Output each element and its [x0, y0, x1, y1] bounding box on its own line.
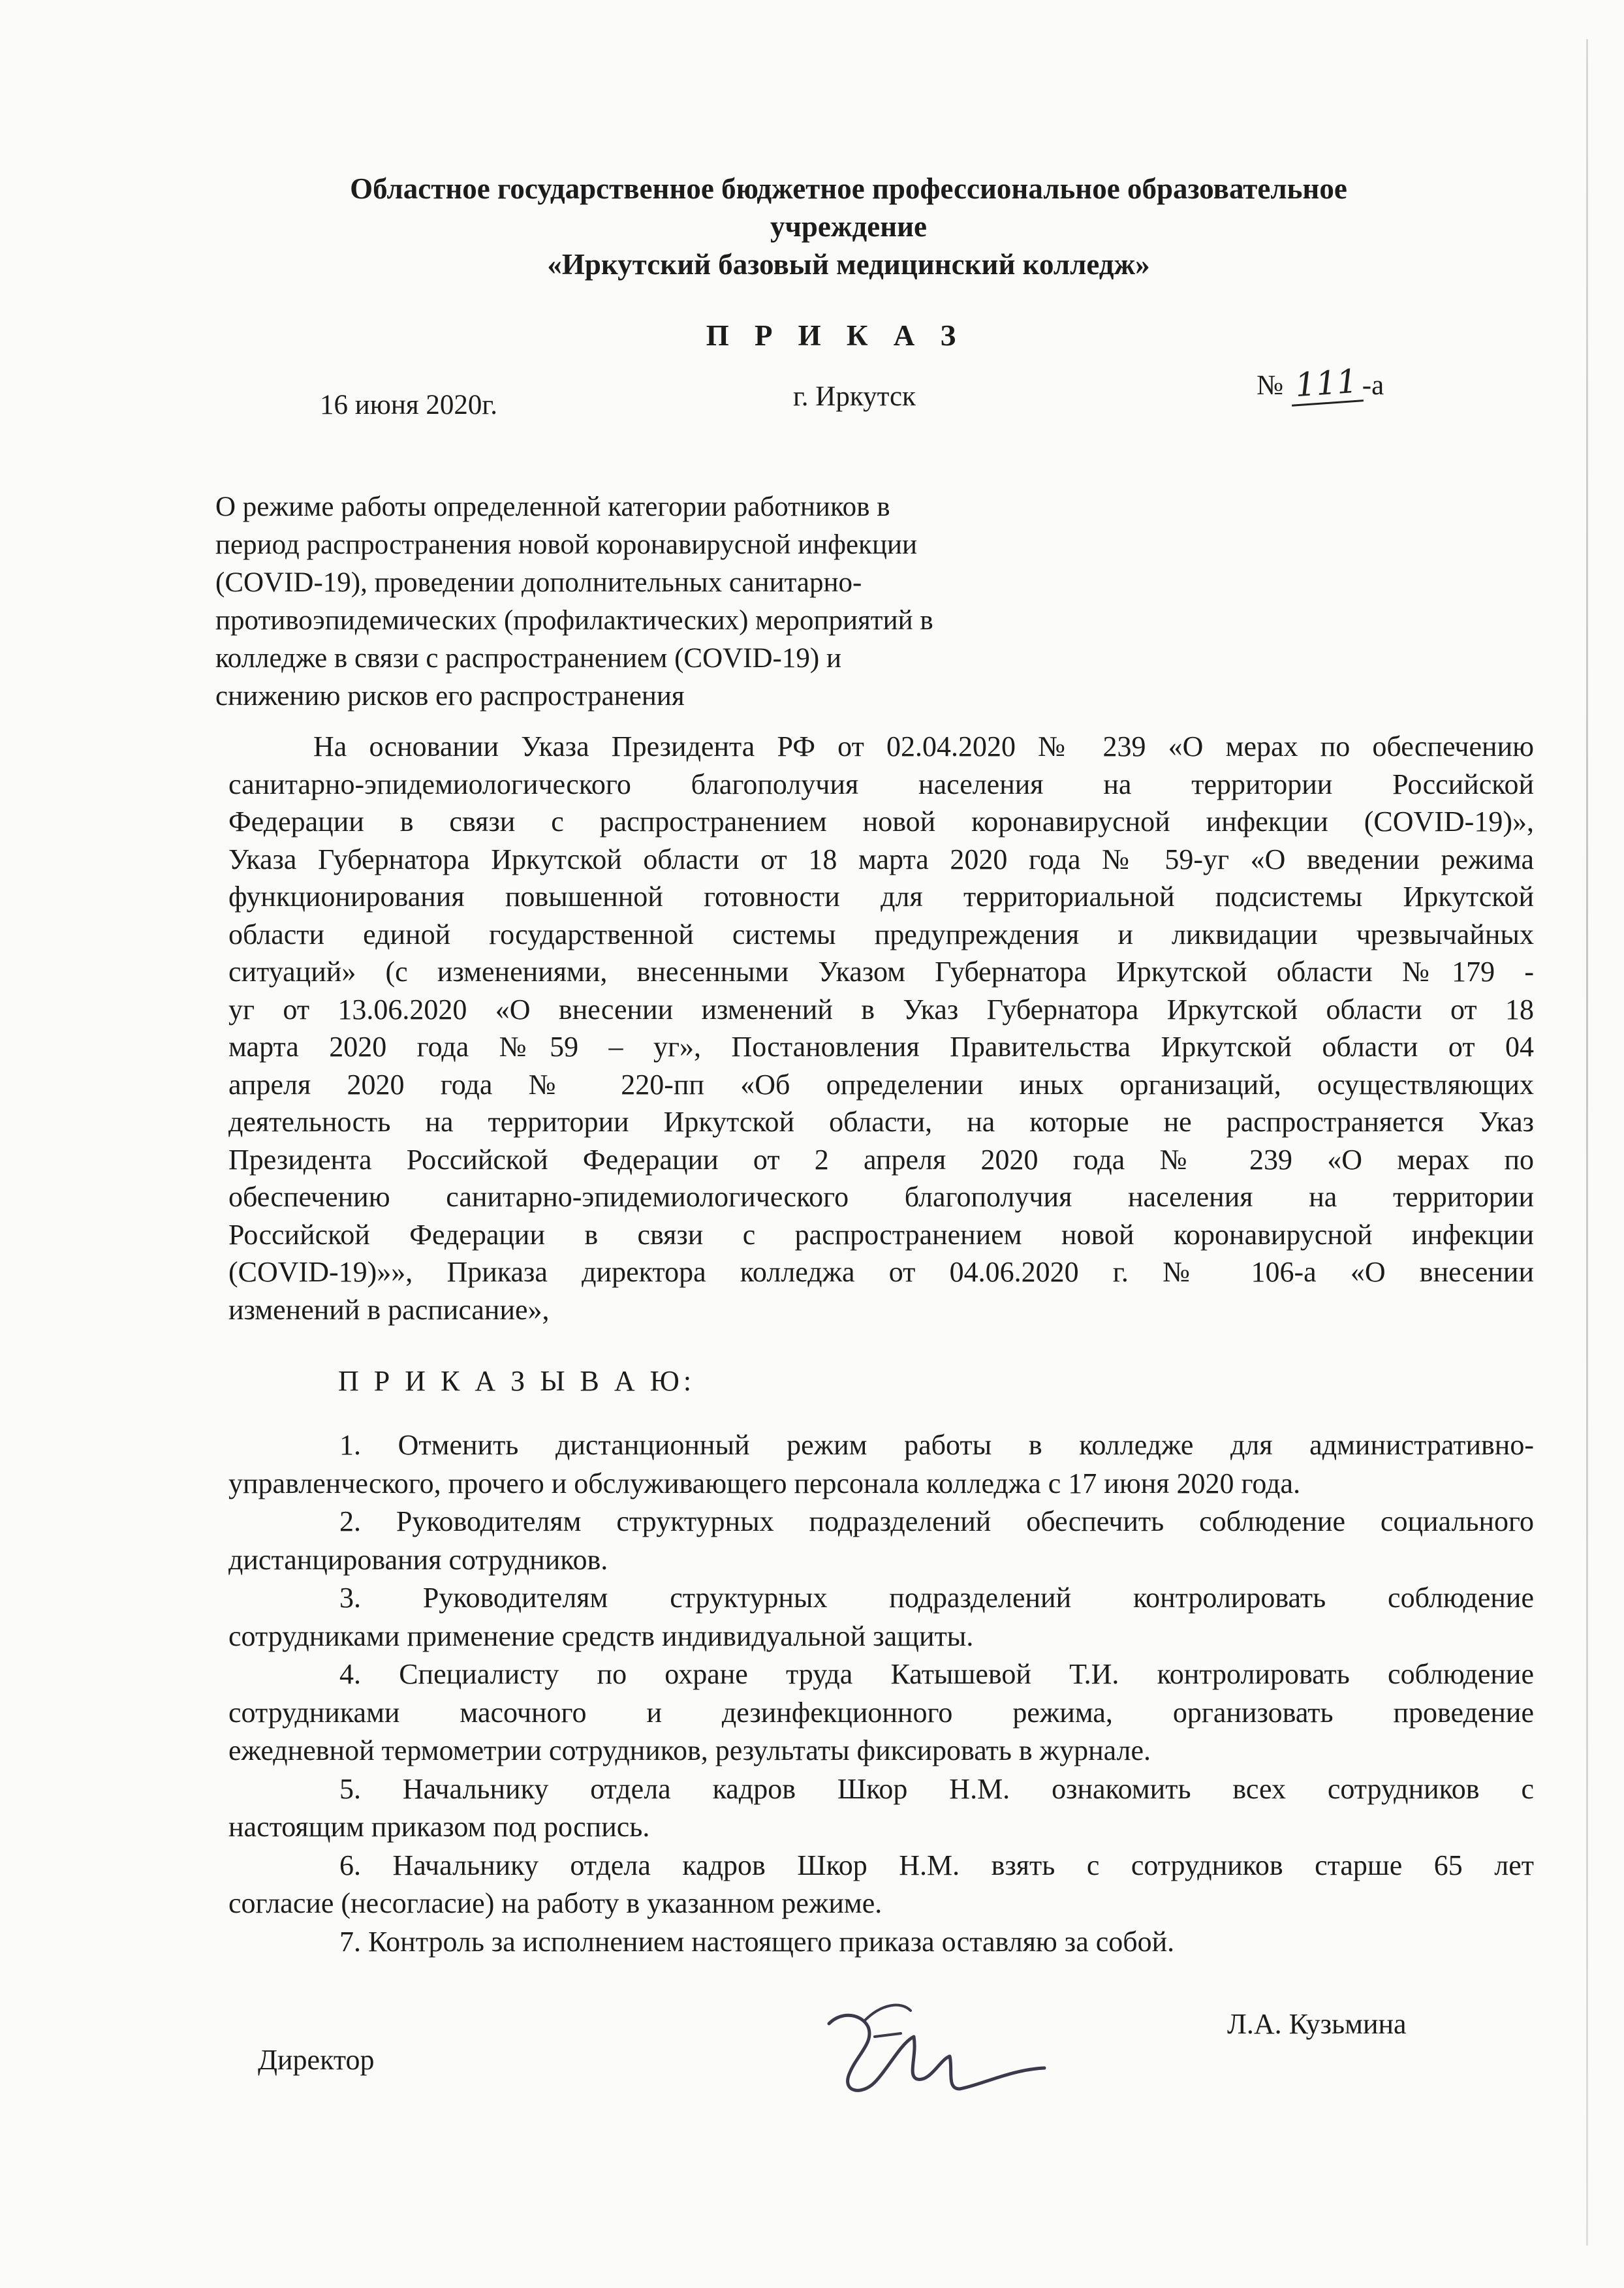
basis-line: ситуаций» (с изменениями, внесенными Указом Губернатора Иркутской области №179 - [228, 956, 1534, 988]
order-item [228, 1426, 1534, 1503]
item-line: ежедневной термометрии сотрудников, результаты фиксировать в журнале. [228, 1734, 1151, 1766]
basis-line: Федерации в связи с распространением новой коронавирусной инфекции (COVID-19)», [228, 806, 1534, 838]
number-suffix: -а [1362, 370, 1384, 401]
order-item [228, 1847, 1534, 1923]
header-line-3: «Иркутский базовый медицинский колледж» [547, 248, 1150, 281]
item-line: 4. Специалисту по охране труда Катышевой Т.И. контролировать соблюдение [339, 1658, 1534, 1690]
subject-line: колледже в связи с распространением (COVID-19) и [215, 643, 841, 674]
subject-line: снижению рисков его распространения [215, 681, 685, 712]
subject-line: (COVID-19), проведении дополнительных санитарно- [215, 567, 862, 598]
signer-title: Директор [258, 2044, 375, 2076]
basis-line: изменений в расписание», [228, 1293, 550, 1326]
order-item [228, 1923, 1534, 1962]
item-line: 3. Руководителям структурных подразделений контролировать соблюдение [339, 1582, 1534, 1614]
subject-line: противоэпидемических (профилактических) мероприятий в [215, 605, 933, 636]
item-line: управленческого, прочего и обслуживающего персонала колледжа с 17 июня 2020 года. [228, 1467, 1301, 1499]
basis-line: марта 2020 года №59 – уг», Постановления Правительства Иркутской области от 04 [228, 1031, 1534, 1063]
order-word: П Р И К А З Ы В А Ю: [338, 1365, 696, 1397]
basis-line: функционирования повышенной готовности для территориальной подсистемы Иркутской [228, 881, 1534, 913]
basis-line: области единой государственной системы предупреждения и ликвидации чрезвычайных [228, 918, 1534, 950]
order-item [228, 1655, 1534, 1770]
basis-line: апреля 2020 года № 220-пп «Об определении иных организаций, осуществляющих [228, 1068, 1534, 1101]
item-line: согласие (несогласие) на работу в указанном режиме. [228, 1887, 882, 1919]
document-number [1257, 364, 1384, 404]
item-line: сотрудниками масочного и дезинфекционного режима, организовать проведение [228, 1696, 1534, 1729]
item-line: 2. Руководителям структурных подразделений обеспечить соблюдение социального [339, 1505, 1534, 1537]
subject-line: период распространения новой коронавирусной инфекции [215, 529, 917, 560]
item-line: 7. Контроль за исполнением настоящего приказа оставляю за собой. [339, 1925, 1175, 1958]
order-item [228, 1503, 1534, 1579]
basis-paragraph [228, 728, 1534, 1328]
basis-line: уг от 13.06.2020 «О внесении изменений в Указ Губернатора Иркутской области от 18 [228, 993, 1534, 1026]
basis-line: обеспечению санитарно-эпидемиологического благополучия населения на территории [228, 1181, 1534, 1213]
subject-line: О режиме работы определенной категории работников в [215, 492, 890, 522]
order-subject [215, 488, 1103, 715]
document-city: г. Иркутск [793, 381, 916, 412]
scan-edge-line [1586, 39, 1588, 2246]
order-item [228, 1770, 1534, 1847]
item-line: 6. Начальнику отдела кадров Шкор Н.М. взять с сотрудников старше 65 лет [339, 1849, 1534, 1881]
basis-line: санитарно-эпидемиологического благополучия населения на территории Российской [228, 768, 1534, 800]
document-date: 16 июня 2020г. [320, 390, 497, 420]
basis-line: Указа Губернатора Иркутской области от 18 марта 2020 года № 59-уг «О введении режима [228, 843, 1534, 875]
header-line-1: Областное государственное бюджетное профессиональное образовательное [350, 172, 1347, 205]
order-item [228, 1579, 1534, 1655]
number-prefix: № [1257, 370, 1284, 401]
header-line-2: учреждение [770, 210, 928, 243]
basis-line: Президента Российской Федерации от 2 апреля 2020 года № 239 «О мерах по [228, 1143, 1534, 1176]
item-line: 1. Отменить дистанционный режим работы в колледже для административно- [339, 1429, 1534, 1461]
basis-line: (COVID-19)»», Приказа директора колледжа от 04.06.2020 г. № 106-а «О внесении [228, 1256, 1534, 1288]
item-line: дистанцирования сотрудников. [228, 1543, 608, 1576]
item-line: 5. Начальнику отдела кадров Шкор Н.М. ознакомить всех сотрудников с [339, 1772, 1534, 1805]
basis-line: На основании Указа Президента РФ от 02.04.2020 № 239 «О мерах по обеспечению [313, 730, 1534, 762]
item-line: настоящим приказом под роспись. [228, 1811, 650, 1843]
basis-line: Российской Федерации в связи с распространением новой коронавирусной инфекции [228, 1218, 1534, 1251]
document-type: П Р И К А З [706, 319, 965, 352]
item-line: сотрудниками применение средств индивидуальной защиты. [228, 1620, 974, 1652]
organization-header [274, 170, 1423, 283]
handwritten-signature [803, 1998, 1051, 2108]
basis-line: деятельность на территории Иркутской области, на которые не распространяется Указ [228, 1106, 1534, 1138]
number-handwritten: 111 [1289, 362, 1364, 407]
order-items [228, 1426, 1534, 1961]
signer-name: Л.А. Кузьмина [1227, 2008, 1407, 2040]
